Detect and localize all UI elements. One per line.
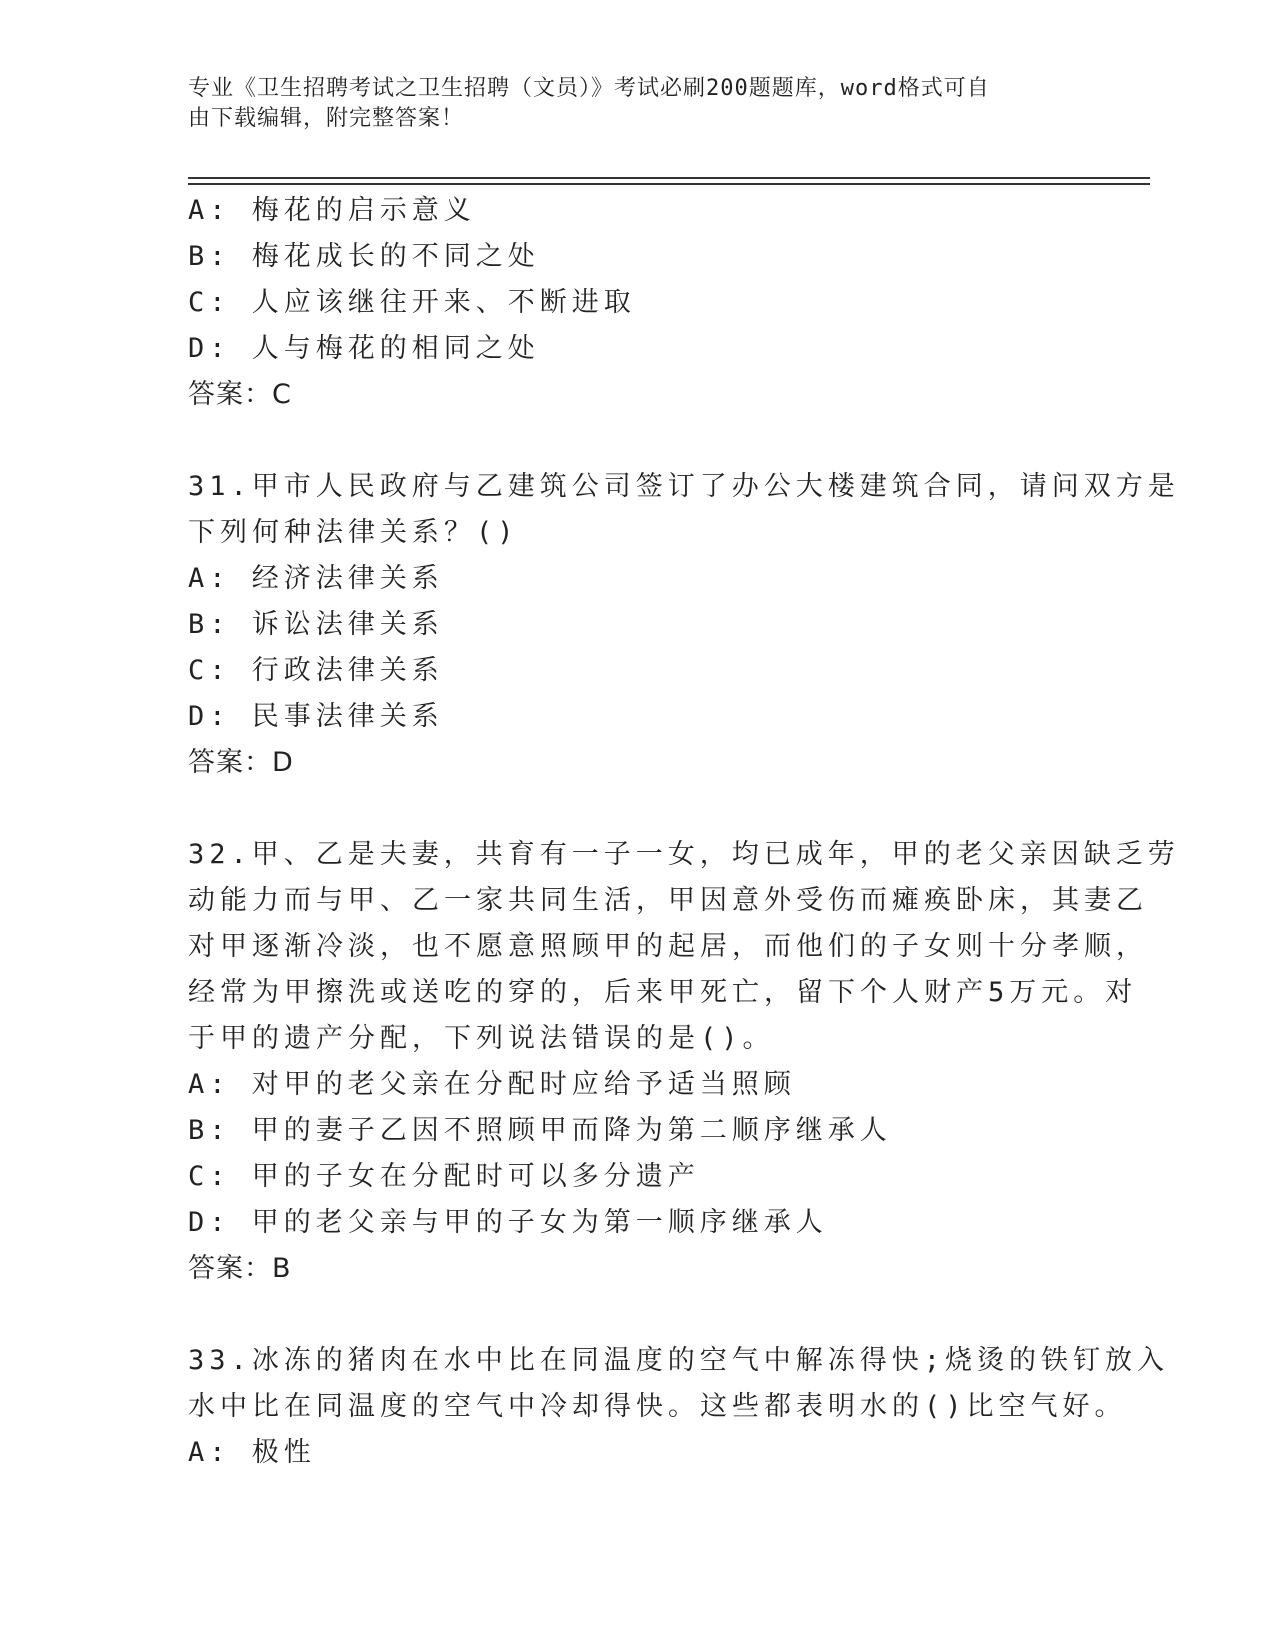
spacer [188,786,1088,832]
question-30-option-d: D: 人与梅花的相同之处 [188,333,540,364]
question-32-option-a: A: 对甲的老父亲在分配时应给予适当照顾 [188,1069,796,1100]
question-32-option-d: D: 甲的老父亲与甲的子女为第一顺序继承人 [188,1207,828,1238]
question-32-stem-line-3: 对甲逐渐冷淡，也不愿意照顾甲的起居，而他们的子女则十分孝顺， [188,931,1148,962]
document-header [188,74,1068,134]
question-31-stem-line-1: 31.甲市人民政府与乙建筑公司签订了办公大楼建筑合同，请问双方是 [188,471,1180,502]
header-divider-bottom [188,183,1150,185]
question-32-stem-line-1: 32.甲、乙是夫妻，共育有一子一女，均已成年，甲的老父亲因缺乏劳 [188,839,1180,870]
question-33-option-a: A: 极性 [188,1437,316,1468]
spacer [188,418,1088,464]
question-31-block [188,464,1180,786]
question-30-option-b: B: 梅花成长的不同之处 [188,241,540,272]
question-33-block [188,1338,1170,1476]
question-31-option-d: D: 民事法律关系 [188,701,444,732]
question-32-option-b: B: 甲的妻子乙因不照顾甲而降为第二顺序继承人 [188,1115,892,1146]
question-33-stem-line-2: 水中比在同温度的空气中冷却得快。这些都表明水的()比空气好。 [188,1391,1127,1422]
question-32-stem-line-4: 经常为甲擦洗或送吃的穿的，后来甲死亡，留下个人财产5万元。对 [188,977,1138,1008]
spacer [188,1292,1088,1338]
question-30-option-a: A: 梅花的启示意义 [188,195,476,226]
question-30-answer: 答案：C [188,379,292,410]
question-33-stem-line-1: 33.冰冻的猪肉在水中比在同温度的空气中解冻得快;烧烫的铁钉放入 [188,1345,1170,1376]
question-32-stem-line-5: 于甲的遗产分配，下列说法错误的是()。 [188,1023,775,1054]
question-31-option-b: B: 诉讼法律关系 [188,609,444,640]
question-32-answer: 答案：B [188,1253,292,1284]
question-31-option-c: C: 行政法律关系 [188,655,444,686]
question-31-stem-line-2: 下列何种法律关系？() [188,517,519,548]
header-title-line-2: 由下载编辑，附完整答案！ [188,106,465,131]
question-32-block [188,832,1180,1292]
question-32-stem-line-2: 动能力而与甲、乙一家共同生活，甲因意外受伤而瘫痪卧床，其妻乙 [188,885,1148,916]
question-content [188,188,1180,1476]
header-divider-top [188,177,1150,179]
question-31-answer: 答案：D [188,747,294,778]
header-title-line-1: 专业《卫生招聘考试之卫生招聘（文员）》考试必刷200题题库，word格式可自 [188,76,990,101]
question-30-block [188,188,1088,418]
question-32-option-c: C: 甲的子女在分配时可以多分遗产 [188,1161,700,1192]
question-31-option-a: A: 经济法律关系 [188,563,444,594]
question-30-option-c: C: 人应该继往开来、不断进取 [188,287,636,318]
